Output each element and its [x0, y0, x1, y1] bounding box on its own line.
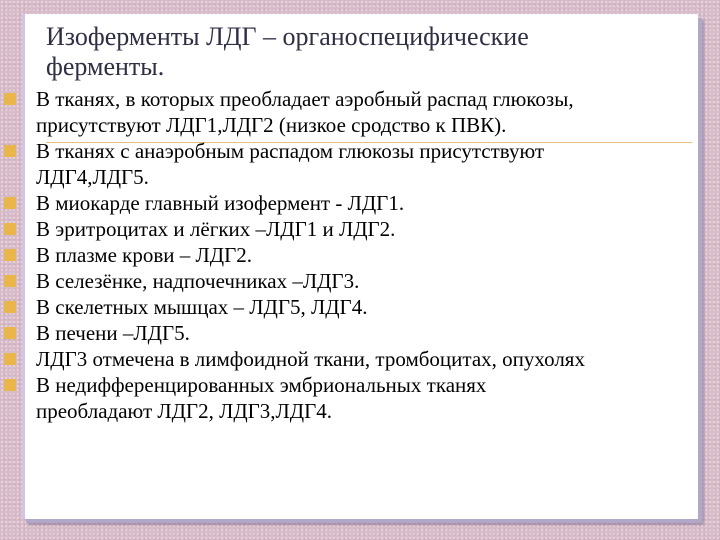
- square-bullet-icon: [4, 223, 16, 235]
- bullet-embryonic-tissues: [0, 372, 720, 424]
- slide-title: [46, 22, 686, 82]
- bullet-myocardium: [0, 190, 720, 216]
- bullet-blood-plasma: [0, 242, 720, 268]
- bullet-text-line-2: ЛДГ4,ЛДГ5.: [36, 165, 149, 189]
- bullet-aerobic-tissues: [0, 86, 720, 138]
- title-line-1: Изоферменты ЛДГ – органоспецифические: [46, 22, 529, 51]
- bullet-skeletal-muscle: [0, 294, 720, 320]
- bullet-anaerobic-tissues: [0, 138, 720, 190]
- bullet-liver: [0, 320, 720, 346]
- bullet-text-line-2: присутствуют ЛДГ1,ЛДГ2 (низкое сродство к ПВК).: [36, 113, 507, 137]
- square-bullet-icon: [4, 327, 16, 339]
- bullet-spleen-adrenals: [0, 268, 720, 294]
- bullet-text: В миокарде главный изофермент - ЛДГ1.: [36, 191, 405, 215]
- square-bullet-icon: [4, 93, 16, 105]
- square-bullet-icon: [4, 353, 16, 365]
- square-bullet-icon: [4, 275, 16, 287]
- bullet-text: В эритроцитах и лёгких –ЛДГ1 и ЛДГ2.: [36, 217, 396, 241]
- bullet-lymphoid-tissue: [0, 346, 720, 372]
- bullet-text: В селезёнке, надпочечниках –ЛДГ3.: [36, 269, 360, 293]
- square-bullet-icon: [4, 301, 16, 313]
- bullet-erythrocytes-lungs: [0, 216, 720, 242]
- square-bullet-icon: [4, 379, 16, 391]
- square-bullet-icon: [4, 249, 16, 261]
- square-bullet-icon: [4, 145, 16, 157]
- bullet-text: В скелетных мышцах – ЛДГ5, ЛДГ4.: [36, 295, 368, 319]
- square-bullet-icon: [4, 197, 16, 209]
- bullet-text-line-1: В недифференцированных эмбриональных тканях: [36, 373, 487, 397]
- bullet-text: В плазме крови – ЛДГ2.: [36, 243, 252, 267]
- bullet-list: [0, 86, 720, 424]
- bullet-text-line-1: В тканях, в которых преобладает аэробный распад глюкозы,: [36, 87, 574, 111]
- bullet-text: В печени –ЛДГ5.: [36, 321, 190, 345]
- title-line-2: ферменты.: [46, 52, 165, 81]
- bullet-text: ЛДГ3 отмечена в лимфоидной ткани, тромбоцитах, опухолях: [36, 347, 585, 371]
- bullet-text-line-2: преобладают ЛДГ2, ЛДГ3,ЛДГ4.: [36, 399, 332, 423]
- bullet-text-line-1: В тканях с анаэробным распадом глюкозы присутствуют: [36, 139, 545, 163]
